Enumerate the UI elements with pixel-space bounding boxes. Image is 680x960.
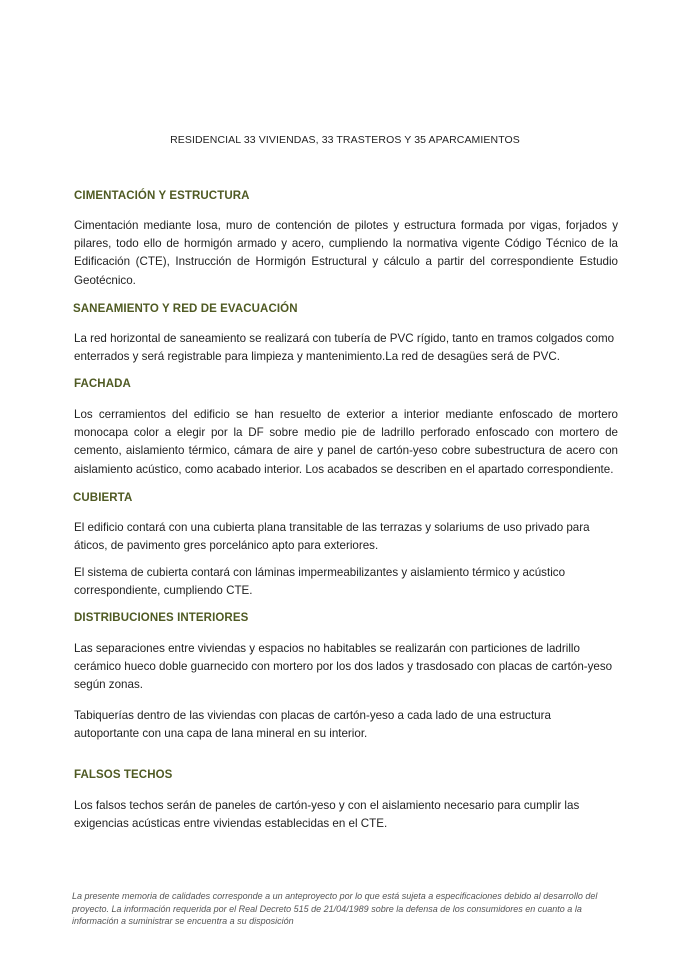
paragraph-distribuciones-1: Las separaciones entre viviendas y espacios no habitables se realizarán con particiones de ladrillo cerámico hueco doble guarnecido con mortero por los dos lados y trasdosado con placas de cartón-yeso según zonas.	[74, 642, 613, 692]
heading-fachada: FACHADA	[74, 378, 131, 390]
paragraph-distribuciones-2: Tabiquerías dentro de las viviendas con placas de cartón-yeso a cada lado de una estructura autoportante con una capa de lana mineral en su interior.	[74, 709, 551, 741]
footer-disclaimer: La presente memoria de calidades corresponde a un anteproyecto por lo que está sujeta a especificaciones debido al desarrollo del proyecto. La información requerida por el Real Decreto 515 de 21/04/1989 sobre la defensa de los consumidores en cuanto a la información a suministrar se encuentra a su disposición	[72, 891, 598, 927]
heading-cubierta: CUBIERTA	[73, 492, 133, 504]
heading-distribuciones: DISTRIBUCIONES INTERIORES	[74, 612, 249, 624]
paragraph-cimentacion: Cimentación mediante losa, muro de contención de pilotes y estructura formada por vigas, forjados y pilares, todo ello de hormigón armado y acero, cumpliendo la normativa vigente Código Técnico de la Edificación (CTE), Instrucción de Hormigón Estructural y cálculo a partir del correspondiente Estudio Geotécnico.	[74, 219, 618, 287]
paragraph-falsos-techos: Los falsos techos serán de paneles de cartón-yeso y con el aislamiento necesario para cumplir las exigencias acústicas entre viviendas establecidas en el CTE.	[74, 799, 580, 831]
heading-saneamiento: SANEAMIENTO Y RED DE EVACUACIÓN	[73, 303, 298, 315]
document-title: RESIDENCIAL 33 VIVIENDAS, 33 TRASTEROS Y 35 APARCAMIENTOS	[170, 134, 520, 146]
heading-falsos-techos: FALSOS TECHOS	[74, 769, 173, 781]
paragraph-cubierta-2: El sistema de cubierta contará con láminas impermeabilizantes y aislamiento térmico y acústico correspondiente, cumpliendo CTE.	[74, 566, 566, 598]
paragraph-fachada: Los cerramientos del edificio se han resuelto de exterior a interior mediante enfoscado de mortero monocapa color a elegir por la DF sobre medio pie de ladrillo perforado enfoscado con mortero de cemento, aislamiento térmico, cámara de aire y panel de cartón-yeso cobre subestructura de acero con aislamiento acústico, como acabado interior. Los acabados se describen en el apartado correspondiente.	[74, 408, 618, 476]
heading-cimentacion: CIMENTACIÓN Y ESTRUCTURA	[74, 190, 250, 202]
paragraph-saneamiento: La red horizontal de saneamiento se realizará con tubería de PVC rígido, tanto en tramos colgados como enterrados y será registrable para limpieza y mantenimiento.La red de desagües será de PVC.	[74, 332, 615, 364]
paragraph-cubierta-1: El edificio contará con una cubierta plana transitable de las terrazas y solariums de uso privado para áticos, de pavimento gres porcelánico apto para exteriores.	[74, 521, 590, 553]
